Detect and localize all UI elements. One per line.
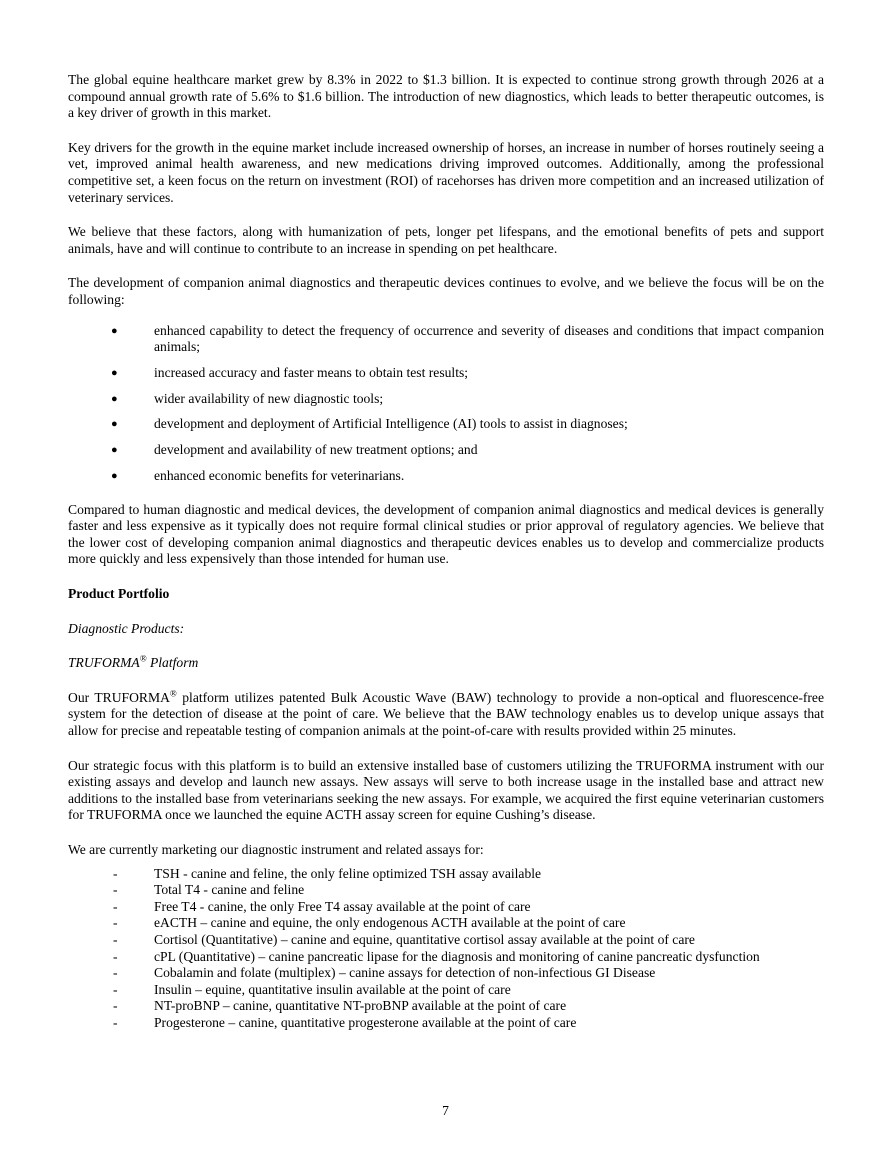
assay-text: cPL (Quantitative) – canine pancreatic lipase for the diagnosis and monitoring of canine pancreatic dysfunction xyxy=(154,948,760,964)
dash-marker: - xyxy=(113,981,118,997)
paragraph-strategic-focus: Our strategic focus with this platform is to build an extensive installed base of customers utilizing the TRUFORMA instrument with our existing assays and develop and launch new assays. New assays will serve to both increase usage in the installed base and attract new additions to the installed base from veterinarians seeking the new assays. For example, we acquired the first equine veterinarian customers for TRUFORMA once we launched the equine ACTH assay screen for equine Cushing’s disease. xyxy=(68,757,824,823)
dash-marker: - xyxy=(113,865,118,881)
bullet-text: development and availability of new treatment options; and xyxy=(154,442,478,458)
paragraph-focus-intro: The development of companion animal diagnostics and therapeutic devices continues to evolve, and we believe the focus will be on the following: xyxy=(68,275,824,307)
bullet-marker: ● xyxy=(111,418,118,431)
assay-text: Progesterone – canine, quantitative progesterone available at the point of care xyxy=(154,1014,577,1030)
bullet-marker: ● xyxy=(111,392,118,405)
list-item xyxy=(68,866,824,883)
list-item xyxy=(68,998,824,1015)
registered-mark: ® xyxy=(169,688,177,699)
list-item xyxy=(68,915,824,932)
list-item xyxy=(68,932,824,949)
assay-list xyxy=(68,866,824,1032)
bullet-text: development and deployment of Artificial Intelligence (AI) tools to assist in diagnoses; xyxy=(154,416,628,432)
dash-marker: - xyxy=(113,898,118,914)
truforma-text-rest: platform utilizes patented Bulk Acoustic Wave (BAW) technology to provide a non-optical and fluorescence-free system for the detection of disease at the point of care. We believe that the BAW technology enables us to develop unique assays that allow for precise and repeatable testing of companion animals at the point-of-care with results provided within 25 minutes. xyxy=(68,689,824,738)
assay-text: TSH - canine and feline, the only feline optimized TSH assay available xyxy=(154,865,542,881)
list-item xyxy=(68,323,824,356)
dash-marker: - xyxy=(113,931,118,947)
paragraph-key-drivers: Key drivers for the growth in the equine market include increased ownership of horses, an increase in number of horses routinely seeing a vet, improved animal health awareness, and new medications driving improved outcomes. Additionally, among the professional competitive set, a keen focus on the return on investment (ROI) of racehorses has driven more competition and an increased utilization of veterinary services. xyxy=(68,139,824,205)
dash-marker: - xyxy=(113,948,118,964)
document-page xyxy=(68,72,824,1031)
assay-text: Cobalamin and folate (multiplex) – canine assays for detection of non-infectious GI Disease xyxy=(154,965,656,981)
assay-text: Cortisol (Quantitative) – canine and equine, quantitative cortisol assay available at the point of care xyxy=(154,931,695,947)
paragraph-marketing-intro: We are currently marketing our diagnostic instrument and related assays for: xyxy=(68,841,484,857)
dash-marker: - xyxy=(113,1014,118,1030)
list-item xyxy=(68,982,824,999)
bullet-text: enhanced capability to detect the frequency of occurrence and severity of diseases and conditions that impact companion animals; xyxy=(154,322,824,355)
list-item xyxy=(68,468,824,485)
dash-marker: - xyxy=(113,915,118,931)
list-item xyxy=(68,899,824,916)
list-item xyxy=(68,1015,824,1032)
paragraph-cost-comparison: Compared to human diagnostic and medical devices, the development of companion animal diagnostics and medical devices is generally faster and less expensive as it typically does not require formal clinical studies or prior approval of regulatory agencies. We believe that the lower cost of developing companion animal diagnostics and therapeutic devices enables us to develop and commercialize products more quickly and less expensively than those intended for human use. xyxy=(68,501,824,567)
truforma-text-start: Our TRUFORMA xyxy=(68,689,170,705)
focus-bullet-list xyxy=(68,323,824,485)
bullet-marker: ● xyxy=(111,470,118,483)
dash-marker: - xyxy=(113,882,118,898)
bullet-text: wider availability of new diagnostic tools; xyxy=(154,390,384,406)
page-number: 7 xyxy=(442,1103,449,1118)
assay-text: Total T4 - canine and feline xyxy=(154,882,305,898)
platform-name: TRUFORMA xyxy=(68,655,140,671)
dash-marker: - xyxy=(113,965,118,981)
assay-text: eACTH – canine and equine, the only endogenous ACTH available at the point of care xyxy=(154,915,626,931)
list-item xyxy=(68,882,824,899)
list-item xyxy=(68,949,824,966)
bullet-marker: ● xyxy=(111,444,118,457)
bullet-marker: ● xyxy=(111,366,118,379)
list-item xyxy=(68,965,824,982)
list-item xyxy=(68,416,824,433)
paragraph-equine-market: The global equine healthcare market grew by 8.3% in 2022 to $1.3 billion. It is expected to continue strong growth through 2026 at a compound annual growth rate of 5.6% to $1.6 billion. The introduction of new diagnostics, which leads to better therapeutic outcomes, is a key driver of growth in this market. xyxy=(68,72,824,121)
assay-text: NT-proBNP – canine, quantitative NT-proBNP available at the point of care xyxy=(154,998,567,1014)
assay-text: Free T4 - canine, the only Free T4 assay available at the point of care xyxy=(154,898,531,914)
platform-suffix: Platform xyxy=(146,655,199,671)
assay-text: Insulin – equine, quantitative insulin available at the point of care xyxy=(154,981,511,997)
paragraph-pet-healthcare: We believe that these factors, along with humanization of pets, longer pet lifespans, and the emotional benefits of pets and support animals, have and will continue to contribute to an increase in spending on pet healthcare. xyxy=(68,224,824,256)
section-heading-product-portfolio: Product Portfolio xyxy=(68,586,170,601)
subheading-diagnostic-products: Diagnostic Products: xyxy=(68,620,185,636)
bullet-text: increased accuracy and faster means to obtain test results; xyxy=(154,364,469,380)
list-item xyxy=(68,442,824,459)
registered-mark: ® xyxy=(139,653,147,664)
subheading-truforma-platform xyxy=(68,655,824,672)
paragraph-truforma-technology xyxy=(68,690,824,740)
list-item xyxy=(68,365,824,382)
bullet-text: enhanced economic benefits for veterinarians. xyxy=(154,468,405,484)
list-item xyxy=(68,391,824,408)
dash-marker: - xyxy=(113,998,118,1014)
bullet-marker: ● xyxy=(111,324,118,337)
